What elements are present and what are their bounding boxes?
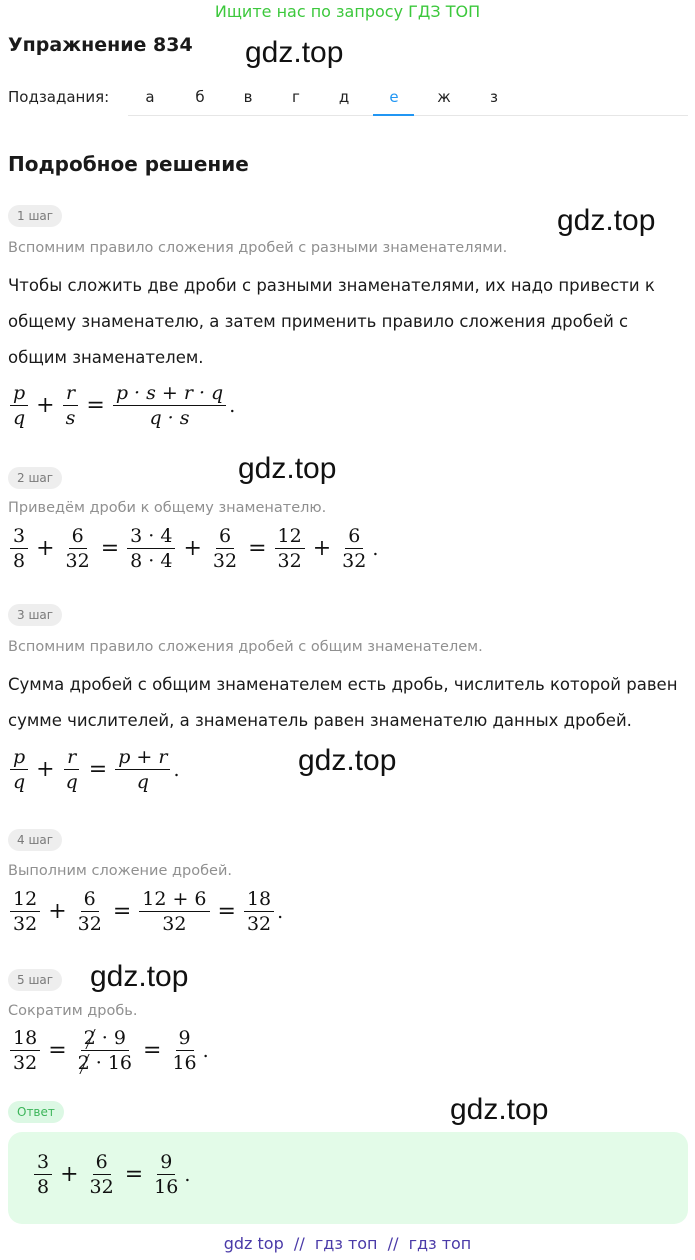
- subtask-tab[interactable]: б: [195, 88, 205, 106]
- fraction: $\frac{r}{s}$: [63, 381, 79, 430]
- step-text: Сумма дробей с общим знаменателем есть дробь, числитель которой равен сумме числителей, а знаменатель равен знаменателю данных дробей.: [8, 675, 678, 730]
- page-title: Упражнение 834: [8, 34, 193, 56]
- promo-banner[interactable]: Ищите нас по запросу ГДЗ ТОП: [214, 2, 481, 21]
- step-badge: 4 шаг: [8, 829, 62, 851]
- fraction: $\frac{p}{q}$: [10, 745, 28, 794]
- fraction: $\frac{12}{32}$: [10, 887, 40, 936]
- section-title: Подробное решение: [8, 152, 249, 176]
- watermark: gdz.top: [557, 204, 656, 237]
- step-badge: 3 шаг: [8, 604, 62, 626]
- fraction: $\frac{3 \cdot 4}{8 \cdot 4}$: [127, 524, 175, 573]
- fraction: $\frac{p \cdot s + r \cdot q}{q \cdot s}$: [113, 381, 226, 430]
- fraction: $\frac{6}{32}$: [342, 525, 367, 572]
- step-badge: 2 шаг: [8, 467, 62, 489]
- subtasks-label: Подзадания:: [8, 88, 110, 106]
- fraction: $\frac{9}{16}$: [154, 1151, 179, 1198]
- watermark: gdz.top: [90, 960, 189, 993]
- subtasks-tabbar: [128, 80, 688, 116]
- step-text: Чтобы сложить две дроби с разными знаменателями, их надо привести к общему знаменателю, а затем применить правило сложения дробей с общим знаменателем.: [8, 276, 655, 367]
- answer-badge: Ответ: [8, 1101, 64, 1123]
- fraction: $\frac{6}{32}$: [65, 525, 90, 572]
- step-badge: 1 шаг: [8, 205, 62, 227]
- subtask-tab[interactable]: в: [243, 88, 253, 106]
- subtask-tab-active[interactable]: е: [389, 88, 399, 106]
- cancelled-factor: 2: [83, 1027, 96, 1049]
- step-hint: Сократим дробь.: [8, 1003, 138, 1019]
- formula: $\frac{18}{32}$ = $\frac{2 \cdot 9}{2 \cdot 16}$ = $\frac{9}{16}$ .: [8, 1026, 209, 1075]
- fraction: $\frac{12}{32}$: [275, 524, 305, 573]
- step-hint: Вспомним правило сложения дробей с разными знаменателями.: [8, 240, 508, 256]
- fraction: $\frac{6}{32}$: [89, 1151, 114, 1198]
- active-tab-indicator: [373, 114, 414, 116]
- step-hint: Приведём дроби к общему знаменателю.: [8, 500, 327, 516]
- watermark: gdz.top: [238, 452, 337, 485]
- fraction-reduced: $\frac{2 \cdot 9}{2 \cdot 16}$: [77, 1027, 133, 1074]
- answer-box: [8, 1132, 688, 1224]
- step-hint: Вспомним правило сложения дробей с общим знаменателем.: [8, 639, 483, 655]
- formula: $\frac{3}{8}$ + $\frac{6}{32}$ = $\frac{3 \cdot 4}{8 \cdot 4}$ + $\frac{6}{32}$ = $\frac{12}{32}$ + $\frac{6}{32}$ .: [8, 524, 378, 573]
- formula: $\frac{12}{32}$ + $\frac{6}{32}$ = $\frac{12 + 6}{32}$ = $\frac{18}{32}$ .: [8, 887, 283, 936]
- subtask-tab[interactable]: д: [338, 88, 350, 106]
- subtask-tab[interactable]: з: [490, 88, 498, 106]
- fraction: $\frac{6}{32}$: [77, 888, 102, 935]
- fraction: $\frac{18}{32}$: [10, 1026, 40, 1075]
- fraction: $\frac{9}{16}$: [172, 1027, 197, 1074]
- subtask-tab[interactable]: г: [292, 88, 300, 106]
- fraction: $\frac{r}{q}$: [65, 746, 78, 793]
- formula: $\frac{p}{q}$ + $\frac{r}{q}$ = $\frac{p + r}{q}$ .: [8, 745, 180, 794]
- watermark: gdz.top: [450, 1093, 549, 1126]
- fraction: $\frac{3}{8}$: [10, 524, 28, 573]
- fraction: $\frac{3}{8}$: [34, 1150, 52, 1199]
- fraction: $\frac{p + r}{q}$: [115, 745, 170, 794]
- watermark: gdz.top: [298, 744, 397, 777]
- fraction: $\frac{18}{32}$: [244, 887, 274, 936]
- fraction: $\frac{6}{32}$: [212, 525, 238, 572]
- fraction: $\frac{12 + 6}{32}$: [139, 887, 209, 936]
- formula: $\frac{p}{q}$ + $\frac{r}{s}$ = $\frac{p \cdot s + r \cdot q}{q \cdot s}$ .: [8, 381, 235, 430]
- step-badge: 5 шаг: [8, 969, 62, 991]
- subtask-tab[interactable]: а: [145, 88, 155, 106]
- watermark: gdz.top: [245, 36, 344, 69]
- subtask-tab[interactable]: ж: [437, 88, 451, 106]
- footer-links[interactable]: gdz top // гдз топ // гдз топ: [223, 1234, 472, 1253]
- step-hint: Выполним сложение дробей.: [8, 863, 232, 879]
- fraction: $\frac{p}{q}$: [10, 381, 28, 430]
- answer-formula: $\frac{3}{8}$ + $\frac{6}{32}$ = $\frac{9}{16}$ .: [32, 1150, 190, 1199]
- cancelled-factor: 2: [77, 1052, 90, 1074]
